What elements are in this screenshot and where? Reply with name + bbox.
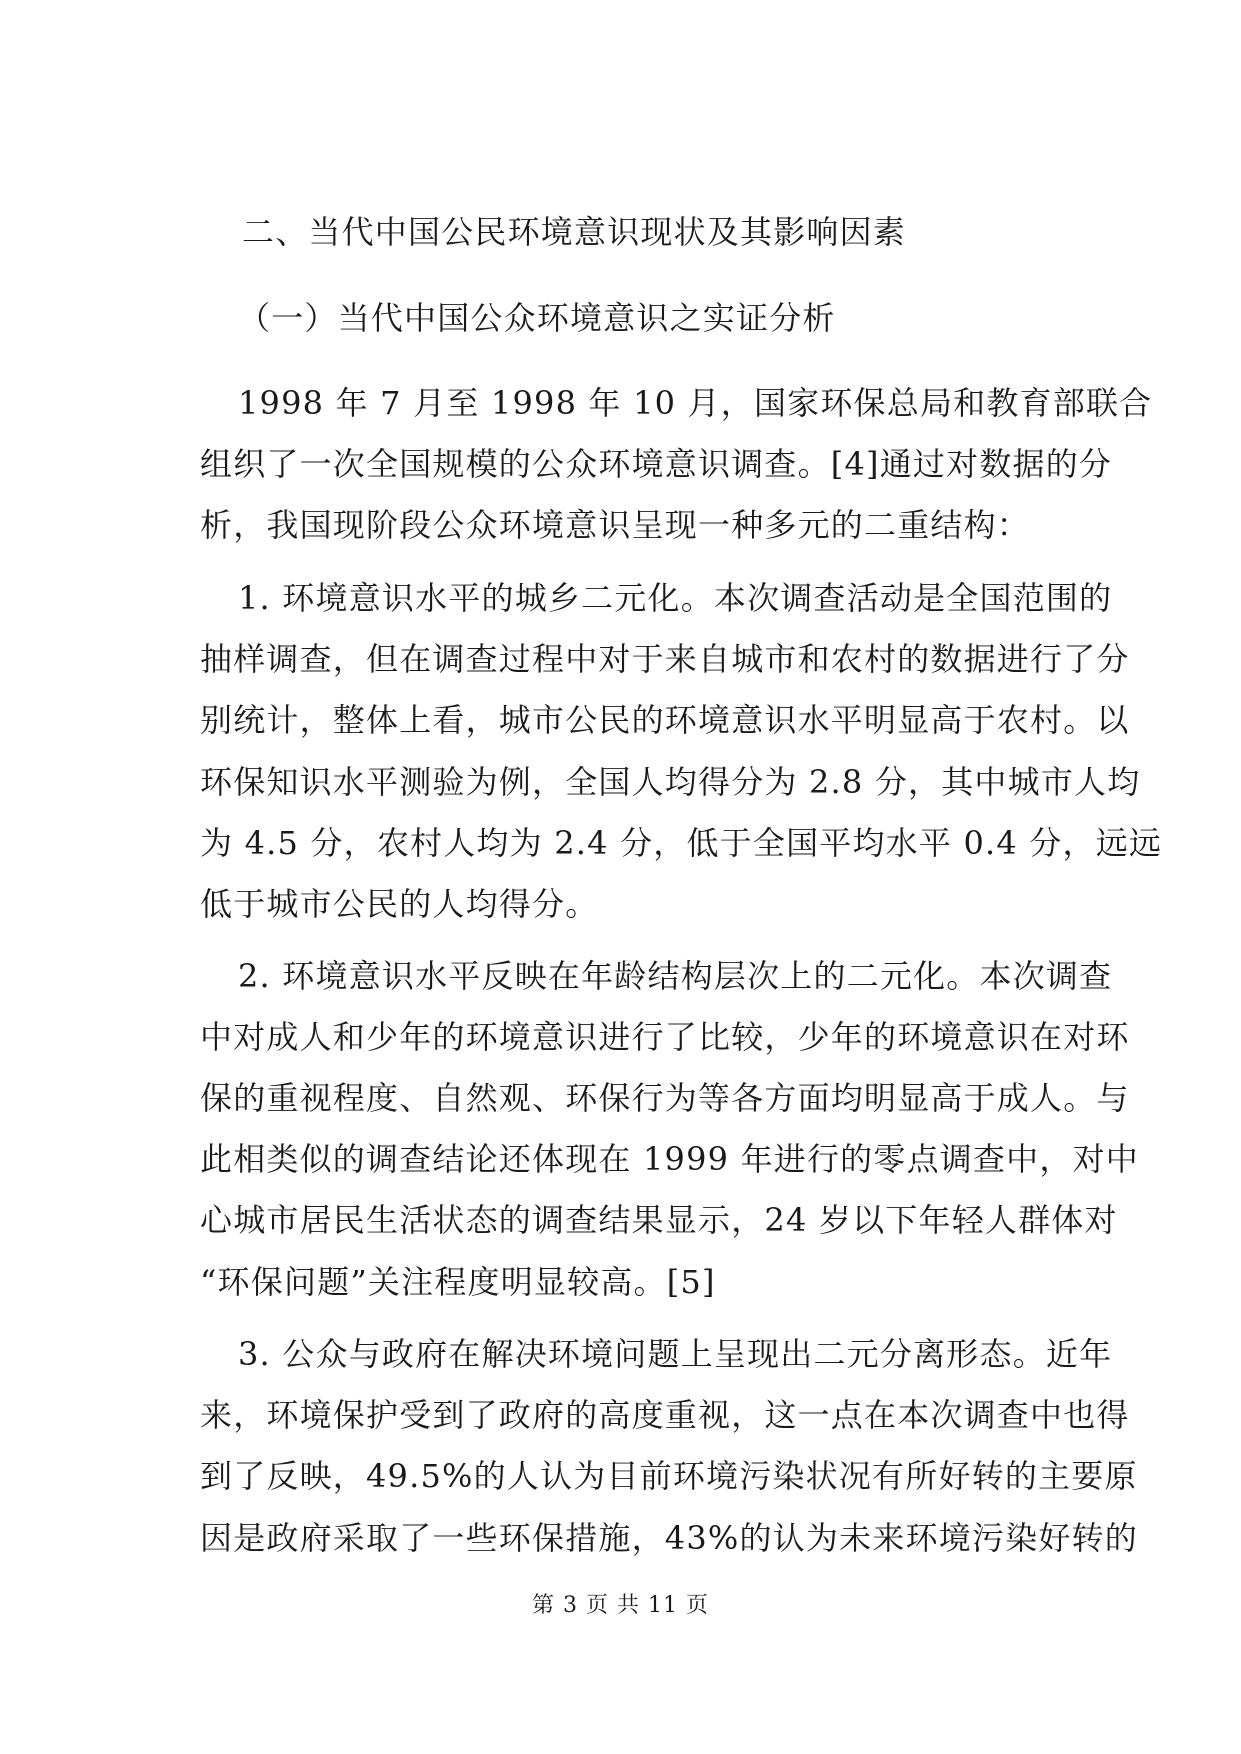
paragraph-line: 为 4.5 分，农村人均为 2.4 分，低于全国平均水平 0.4 分，远远 <box>200 824 1163 862</box>
paragraph-line: 3. 公众与政府在解决环境问题上呈现出二元分离形态。近年 <box>238 1335 1113 1373</box>
paragraph-line: 保的重视程度、自然观、环保行为等各方面均明显高于成人。与 <box>200 1079 1130 1117</box>
paragraph-line: 来，环境保护受到了政府的高度重视，这一点在本次调查中也得 <box>200 1396 1130 1434</box>
section-heading: 二、当代中国公民环境意识现状及其影响因素 <box>242 213 907 251</box>
paragraph-line: 抽样调查，但在调查过程中对于来自城市和农村的数据进行了分 <box>200 640 1130 678</box>
paragraph-line: 析，我国现阶段公众环境意识呈现一种多元的二重结构： <box>200 506 1031 544</box>
paragraph-line: 低于城市公民的人均得分。 <box>200 885 599 923</box>
page-footer: 第 3 页 共 11 页 <box>532 1593 709 1618</box>
paragraph-line: 1. 环境意识水平的城乡二元化。本次调查活动是全国范围的 <box>238 579 1113 617</box>
paragraph-line: 此相类似的调查结论还体现在 1999 年进行的零点调查中，对中 <box>200 1140 1139 1178</box>
paragraph-line: 到了反映，49.5%的人认为目前环境污染状况有所好转的主要原 <box>200 1457 1138 1495</box>
paragraph-line: 环保知识水平测验为例，全国人均得分为 2.8 分，其中城市人均 <box>200 763 1141 801</box>
paragraph-line: “环保问题”关注程度明显较高。[5] <box>200 1263 716 1301</box>
paragraph-line: 1998 年 7 月至 1998 年 10 月，国家环保总局和教育部联合 <box>238 384 1153 422</box>
paragraph-line: 别统计，整体上看，城市公民的环境意识水平明显高于农村。以 <box>200 701 1130 739</box>
paragraph-line: 因是政府采取了一些环保措施，43%的认为未来环境污染好转的 <box>200 1519 1138 1557</box>
paragraph-line: 中对成人和少年的环境意识进行了比较，少年的环境意识在对环 <box>200 1018 1130 1056</box>
paragraph-line: 2. 环境意识水平反映在年龄结构层次上的二元化。本次调查 <box>238 957 1113 995</box>
subsection-heading: （一）当代中国公众环境意识之实证分析 <box>238 299 836 337</box>
paragraph-line: 组织了一次全国规模的公众环境意识调查。[4]通过对数据的分 <box>200 445 1113 483</box>
paragraph-line: 心城市居民生活状态的调查结果显示，24 岁以下年轻人群体对 <box>200 1201 1118 1239</box>
